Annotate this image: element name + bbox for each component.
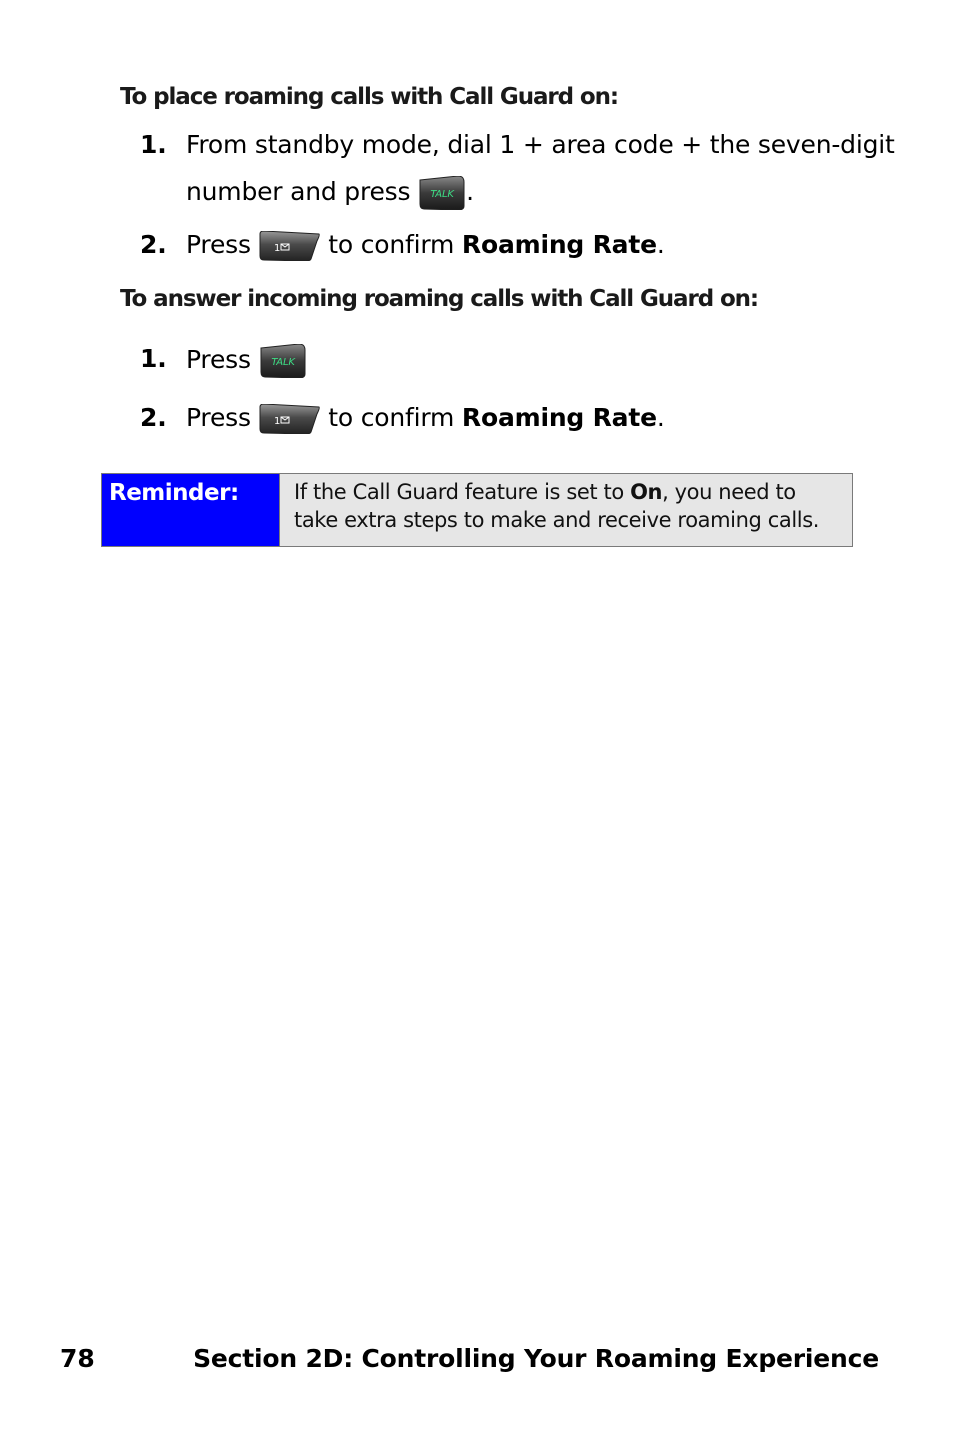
talk-key-icon bbox=[259, 344, 307, 378]
section-heading-place-calls: To place roaming calls with Call Guard on: bbox=[120, 84, 618, 110]
step-text bbox=[186, 344, 307, 378]
step-number: 2. bbox=[140, 403, 167, 432]
reminder-text-pre: If the Call Guard feature is set to bbox=[294, 480, 624, 504]
one-key-icon bbox=[259, 231, 321, 261]
talk-key-label: TALK bbox=[430, 189, 454, 200]
step-text-pre: Press bbox=[186, 230, 251, 259]
roaming-rate-option: Roaming Rate bbox=[461, 403, 657, 432]
section-title-footer: Section 2D: Controlling Your Roaming Experience bbox=[193, 1344, 879, 1373]
section-heading-answer-calls: To answer incoming roaming calls with Call Guard on: bbox=[120, 286, 759, 312]
reminder-box bbox=[101, 473, 853, 547]
step-text-line2 bbox=[186, 176, 474, 210]
one-key-icon bbox=[259, 404, 321, 434]
step-text-mid: to confirm bbox=[328, 403, 455, 432]
one-key-label: 1 bbox=[273, 243, 280, 254]
step-text-mid: to confirm bbox=[328, 230, 455, 259]
talk-key-icon bbox=[418, 176, 466, 210]
step-text-end: . bbox=[466, 177, 474, 206]
page-number: 78 bbox=[60, 1344, 95, 1373]
step-text bbox=[186, 403, 665, 434]
step-number: 2. bbox=[140, 230, 167, 259]
step-text: number and press bbox=[186, 177, 411, 206]
step-text-pre: Press bbox=[186, 345, 251, 374]
reminder-label: Reminder: bbox=[102, 474, 280, 546]
roaming-rate-option: Roaming Rate bbox=[461, 230, 657, 259]
reminder-text bbox=[280, 474, 852, 546]
step-number: 1. bbox=[140, 130, 167, 159]
step-number: 1. bbox=[140, 344, 167, 373]
step-text-end: . bbox=[656, 230, 665, 259]
step-text-pre: Press bbox=[186, 403, 251, 432]
reminder-text-post: , you need to take extra steps to make and receive roaming calls. bbox=[294, 480, 820, 532]
step-text bbox=[186, 230, 665, 261]
reminder-on-value: On bbox=[630, 480, 663, 504]
talk-key-label: TALK bbox=[270, 357, 295, 368]
one-key-label: 1 bbox=[273, 416, 280, 427]
step-text-line1: From standby mode, dial 1 + area code + the seven-digit bbox=[186, 130, 895, 159]
step-text-end: . bbox=[656, 403, 665, 432]
